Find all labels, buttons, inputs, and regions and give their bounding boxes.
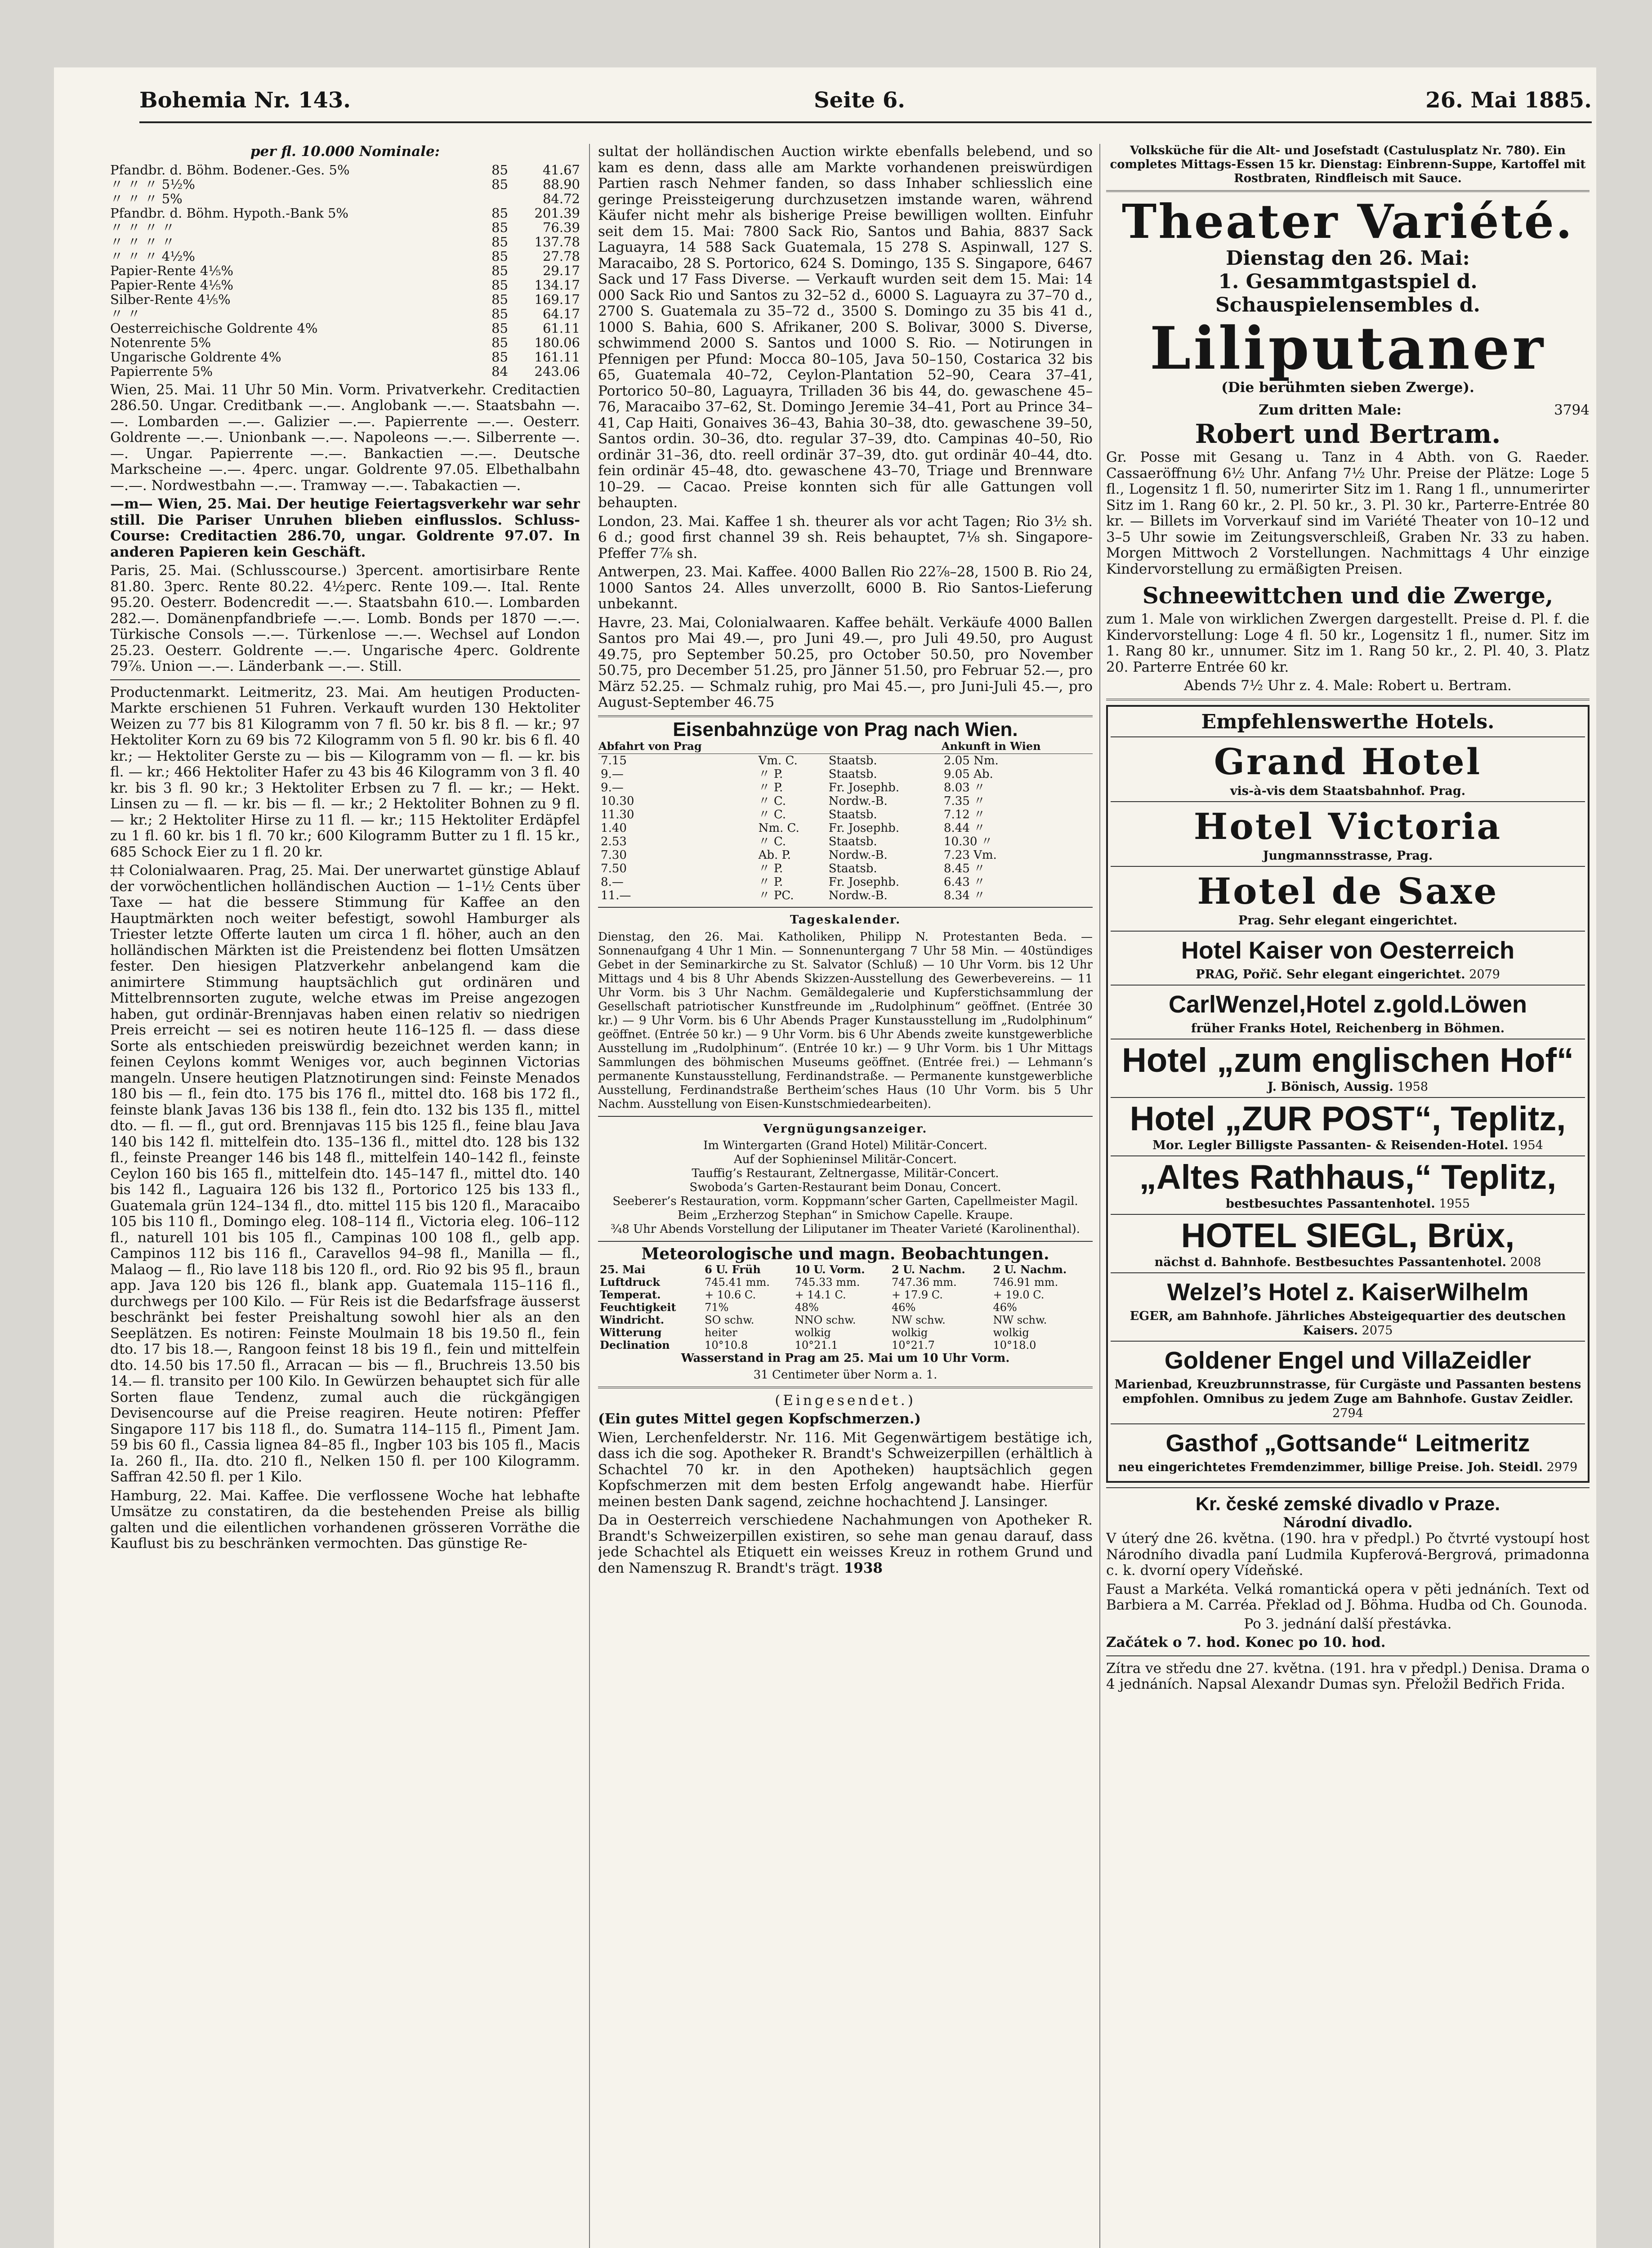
train-cell: 7.35 〃 bbox=[943, 794, 986, 808]
stock-row bbox=[110, 292, 580, 307]
hotel-description: neu eingerichtetes Fremdenzimmer, billige Preise. Joh. Steidl. bbox=[1118, 1460, 1543, 1474]
hotel-name: Hotel Victoria bbox=[1193, 805, 1502, 847]
hotel-ad bbox=[1111, 1342, 1585, 1424]
hotel-name: Hotel Kaiser von Oesterreich bbox=[1181, 937, 1515, 964]
play2-title: Schneewittchen und die Zwerge, bbox=[1142, 582, 1554, 609]
train-cell: 7.23 Vm. bbox=[943, 848, 997, 862]
stock-name: Silber-Rente 4⅕% bbox=[110, 291, 231, 307]
czech-theatre-title: Kr. české zemské divadlo v Praze. bbox=[1195, 1493, 1500, 1514]
ad-number: 3794 bbox=[1554, 401, 1589, 418]
stock-row bbox=[110, 206, 580, 220]
stock-value: 169.17 bbox=[534, 291, 580, 307]
czech-theatre-subtitle: Národní divadlo. bbox=[1283, 1514, 1413, 1531]
hotel-ad bbox=[1111, 1039, 1585, 1098]
weather-cell: 746.91 mm. bbox=[993, 1276, 1058, 1289]
stock-name: Ungarische Goldrente 4% bbox=[110, 349, 281, 365]
stock-row bbox=[110, 321, 580, 335]
hotel-name: Goldener Engel und VillaZeidler bbox=[1164, 1347, 1531, 1374]
train-row bbox=[598, 821, 1093, 835]
page-header bbox=[139, 88, 1592, 124]
entertainment-item: Auf der Sophieninsel Militär-Concert. bbox=[734, 1153, 957, 1166]
soup-kitchen-notice: Volksküche für die Alt- und Josefstadt (Castulusplatz Nr. 780). Ein completes Mittags-Essen 15 kr. Dienstag: Einbrenn-Suppe, Kartoffel mit Rostbraten, Rindfleisch mit Sauce. bbox=[1110, 144, 1586, 185]
train-cell: 7.12 〃 bbox=[943, 808, 986, 821]
entertainment-item: Im Wintergarten (Grand Hotel) Militär-Concert. bbox=[703, 1139, 987, 1152]
hotel-name: Hotel de Saxe bbox=[1197, 870, 1499, 912]
ad-number: 1958 bbox=[1397, 1079, 1429, 1094]
train-cell: 8.44 〃 bbox=[943, 821, 986, 835]
weather-cell: 10 U. Vorm. bbox=[795, 1262, 865, 1276]
hotel-description: früher Franks Hotel, Reichenberg in Böhmen. bbox=[1191, 1021, 1505, 1035]
train-cell: 〃 P. bbox=[758, 767, 783, 781]
train-schedule-title: Eisenbahnzüge von Prag nach Wien. bbox=[673, 718, 1018, 740]
submitted-title: (Ein gutes Mittel gegen Kopfschmerzen.) bbox=[598, 1411, 921, 1427]
entertainment-item: Seeberer’s Restauration, vorm. Koppmann’scher Garten, Capellmeister Magil. bbox=[612, 1195, 1078, 1208]
weather-cell: 46% bbox=[891, 1301, 916, 1314]
section-divider bbox=[1106, 699, 1589, 700]
hamburg-coffee-report: Hamburg, 22. Mai. Kaffee. Die verflossene Woche hat lebhafte Umsätze zu constatiren, da die bestehenden Preise als billig galten und die eilentlichen vorhandenen grösseren Vorräthe die Kauflust bis zu beschränken vermochten. Das günstige Re- bbox=[110, 1487, 580, 1552]
stock-name: Pfandbr. d. Böhm. Hypoth.-Bank 5% bbox=[110, 205, 348, 221]
weather-cell: 745.33 mm. bbox=[795, 1276, 860, 1289]
weather-row bbox=[598, 1326, 1093, 1339]
submitted-heading: (Eingesendet.) bbox=[775, 1392, 916, 1409]
train-cell: 9.— bbox=[601, 781, 624, 794]
stock-year: 84 bbox=[491, 363, 508, 379]
hotel-ad bbox=[1111, 802, 1585, 867]
stock-row bbox=[110, 220, 580, 235]
weather-cell: + 10.6 C. bbox=[705, 1288, 756, 1301]
weather-cell: wolkig bbox=[891, 1326, 928, 1339]
train-row bbox=[598, 862, 1093, 875]
train-cell: 〃 C. bbox=[758, 794, 786, 808]
hotel-subtitle bbox=[1112, 1309, 1584, 1338]
stock-name: Oesterreichische Goldrente 4% bbox=[110, 320, 318, 336]
train-row bbox=[598, 835, 1093, 848]
stock-value: 134.17 bbox=[534, 277, 580, 293]
train-header-cell bbox=[756, 739, 826, 754]
ad-number: 1938 bbox=[844, 1560, 883, 1576]
hotel-name: HOTEL SIEGL, Brüx, bbox=[1181, 1216, 1515, 1255]
train-row bbox=[598, 767, 1093, 781]
stock-value: 76.39 bbox=[542, 219, 580, 235]
third-performance-label: Zum dritten Male: bbox=[1259, 401, 1402, 418]
hotel-subtitle bbox=[1112, 1378, 1584, 1421]
coffee-market-continued: sultat der holländischen Auction wirkte ebenfalls belebend, und so kam es denn, dass alle am Markte vorhandenen preiswürdigen Partien rasch Nehmer fanden, so dass Inhaber schliesslich eine geringe Preissteigerung durchzusetzen imstande waren, während Käufer nicht mehr als bisherige Preise bewilligen wollten. Einfuhr seit dem 15. Mai: 7800 Sack Rio, Santos und Bahia, 8837 Sack Laguayra, 14 588 Sack Guatemala, 15 278 S. Aspinwall, 127 S. Maracaibo, 28 S. Portorico, 624 S. Domingo, 135 S. Singapore, 6467 Sack und 17 Fass Diverse. — Verkauft wurden seit dem 15. Mai: 14 000 Sack Rio und Santos zu 32–52 d., 6000 S. Laguayra zu 37–70 d., 2700 S. Guatemala zu 35–72 d., 3500 S. Domingo zu 35 bis 41 d., 1000 S. Bahia, 600 S. Afrikaner, 200 S. Bolivar, 3000 S. Diverse, schwimmend 2000 S. Santos und 1000 S. Rio. — Notirungen in Pfennigen per Pfund: Mocca 80–105, Java 50–150, Costarica 32 bis 65, Guatemala 40–72, Ceylon-Plantation 52–90, Ceara 37–41, Portorico 50–80, Laguayra, Trilladen 36 bis 44, do. gewaschene 45–76, Maracaibo 37–62, St. Domingo Jeremie 34–41, Port au Prince 34–41, Cap Haiti, Gonaives 36–43, Bahia 30–38, dto. gewaschene 39–50, Santos ordin. 30–36, dto. regular 37–39, dto. Campinas 40–50, Rio ordinär 31–36, dto. reell ordinär 37–39, dto. gut ordinär 40–44, dto. fein ordinär 45–48, dto. gewaschene 43–70, Triage und Brennware 10–29. — Cacao. Preise konnten sich für alle Gattungen voll behaupten. bbox=[598, 144, 1093, 511]
ad-number: 1954 bbox=[1512, 1138, 1543, 1152]
stock-value: 243.06 bbox=[534, 363, 580, 379]
ad-number: 1955 bbox=[1439, 1196, 1470, 1211]
train-cell: 7.15 bbox=[601, 754, 627, 767]
train-cell: 〃 P. bbox=[758, 862, 783, 875]
stock-value: 161.11 bbox=[534, 349, 580, 365]
stock-row bbox=[110, 263, 580, 278]
train-cell: 7.50 bbox=[601, 862, 627, 875]
czech-theatre-ad bbox=[1106, 1493, 1589, 1693]
entertainment-item: Beim „Erzherzog Stephan“ in Smichow Capelle. Kraupe. bbox=[678, 1209, 1013, 1222]
header-date: 26. Mai 1885. bbox=[1425, 88, 1592, 113]
stock-row bbox=[110, 278, 580, 292]
stock-year: 85 bbox=[491, 349, 508, 365]
stock-name: Notenrente 5% bbox=[110, 335, 211, 350]
hotel-subtitle bbox=[1112, 1197, 1584, 1211]
stock-value: 41.67 bbox=[542, 162, 580, 178]
train-cell: 6.43 〃 bbox=[943, 875, 986, 889]
train-row bbox=[598, 848, 1093, 862]
weather-cell: + 19.0 C. bbox=[993, 1288, 1045, 1301]
weather-cell: SO schw. bbox=[705, 1313, 755, 1326]
stock-row bbox=[110, 307, 580, 321]
stock-name: 〃 〃 〃 5% bbox=[110, 191, 183, 206]
weather-cell: 46% bbox=[993, 1301, 1017, 1314]
weather-cell: Windricht. bbox=[600, 1313, 665, 1326]
weather-row bbox=[598, 1276, 1093, 1289]
weather-row bbox=[598, 1339, 1093, 1351]
colonial-goods-report: ‡‡ Colonialwaaren. Prag, 25. Mai. Der unerwartet günstige Ablauf der vorwöchentlichen holländischen Auction — 1–1½ Cents über Taxe — hat die bessere Stimmung für Kaffee an den Hauptmärkten noch weiter befestigt, sowohl Hamburger als Triester letzte Offerte lauten um circa 1 fl. höher, auch an den holländischen Märkten ist die Preistendenz bei flotten Umsätzen fester. Den hiesigen Platzverkehr anbelangend kam die animirtere Stimmung hauptsächlich gut ordinären und Mittelbrennsorten zugute, welche etwas im Preise angezogen haben, gut ordinär-Brennjavas haben einen relativ so niedrigen Preis erreicht — sei es notiren heute 116–125 fl. — dass diese Sorte als entschieden preiswürdig bezeichnet werden kann; in feinen Ceylons kommt Weniges vor, auch beginnen Victorias mangeln. Unsere heutigen Platznotirungen sind: Feinste Menados 180 bis — fl., fein dto. 175 bis 176 fl., mittel dto. 168 bis 172 fl., feinste blank Javas 136 bis 138 fl., fein dto. 132 bis 135 fl., mittel dto. — fl. — fl., gut ord. Brennjavas 115 bis 125 fl., feine blau Java 140 bis 142 fl. mittelfein dto. 135–136 fl., mittel dto. 128 bis 132 fl., feinste Preanger 146 bis 148 fl., mittelfein 140–142 fl., feinste Ceylon 160 bis 165 fl., mittelfein dto. 145–147 fl., mittel dto. 140 bis 142 fl., Laguaira 126 bis 132 fl., Portorico 125 bis 133 fl., Guatemala grün 124–134 fl., dto. mittel 115 bis 120 fl., Maracaibo 105 bis 110 fl., Domingo eleg. 108–114 fl., Victoria eleg. 106–112 fl., naturell 101 bis 105 fl., Campinas 100 108 fl., gelb app. Campinos 112 bis 116 fl., Caravellos 94–98 fl., Manilla — fl., Malaog — fl., Rio lave 118 bis 120 fl., ord. Rio 92 bis 95 fl., braun app. Java 120 bis 126 fl., blank app. Guatemala 115–116 fl., durchwegs per 100 Kilo. — Für Reis ist die Bedarfsfrage äusserst beschränkt bei fester Preishaltung sowohl hier als an den Seeplätzen. Es notiren: Feinste Moulmain 18 bis 19.50 fl., fein dto. 17 bis 18.—, Rangoon feinst 18 bis 19 fl., fein und mittelfein dto. 14.50 bis 17.50 fl., Arracan — bis — fl., Bruchreis 13.50 bis 14.— fl. transito per 100 Kilo. In Gewürzen behauptet sich für alle Sorten flaue Tendenz, zumal auch die rückgängigen Devisencourse auf die Preise reagiren. Heute notiren: Pfeffer Singapore 117 bis 118 fl., do. Sumatra 114–115 fl., Piment Jam. 59 bis 60 fl., Cassia lignea 84–85 fl., Ingber 103 bis 105 fl., Macis Ia. 260 fl., IIa. dto. 210 fl., Nelken 150 fl. per 100 Kilogramm. Saffran 42.50 fl. per 1 Kilo. bbox=[110, 862, 580, 1485]
weather-cell: 2 U. Nachm. bbox=[891, 1262, 965, 1276]
stock-name: Papier-Rente 4⅕% bbox=[110, 277, 233, 293]
stock-year: 85 bbox=[491, 176, 508, 192]
entertainment-list bbox=[598, 1139, 1093, 1236]
stock-year: 85 bbox=[491, 219, 508, 235]
train-cell: 〃 P. bbox=[758, 875, 783, 889]
train-cell: Nordw.-B. bbox=[828, 889, 888, 902]
hotel-name: CarlWenzel,Hotel z.gold.Löwen bbox=[1168, 990, 1527, 1018]
entertainment-item: ¾8 Uhr Abends Vorstellung der Liliputaner im Theater Varieté (Karolinenthal). bbox=[611, 1222, 1080, 1236]
train-header-cell bbox=[826, 739, 941, 754]
train-row bbox=[598, 781, 1093, 794]
ad-number: 2075 bbox=[1362, 1323, 1393, 1338]
czech-theatre-opera: Faust a Markéta. Velká romantická opera v pěti jednáních. Text od Barbiera a M. Carréa. Překlad od J. Böhma. Hudba od Ch. Gounoda. bbox=[1106, 1581, 1589, 1613]
section-divider bbox=[598, 1116, 1093, 1117]
weather-cell: heiter bbox=[705, 1326, 737, 1339]
train-cell: 2.53 bbox=[601, 835, 627, 848]
calendar-heading: Tageskalender. bbox=[790, 913, 901, 927]
train-cell: Fr. Josephb. bbox=[828, 781, 899, 794]
weather-cell: Feuchtigkeit bbox=[600, 1300, 676, 1314]
section-divider bbox=[110, 679, 580, 680]
hotel-ad bbox=[1111, 1215, 1585, 1273]
hotel-description: nächst d. Bahnhofe. Bestbesuchtes Passantenhotel. bbox=[1154, 1255, 1507, 1269]
hotel-name: Gasthof „Gottsande“ Leitmeritz bbox=[1165, 1429, 1530, 1457]
hotel-subtitle bbox=[1112, 1138, 1584, 1153]
stock-year: 85 bbox=[491, 277, 508, 293]
stock-year: 85 bbox=[491, 263, 508, 278]
stock-row bbox=[110, 335, 580, 350]
train-cell: 7.30 bbox=[601, 848, 627, 862]
weather-cell: 10°21.7 bbox=[891, 1338, 935, 1351]
column-markets bbox=[598, 144, 1093, 2248]
column-divider bbox=[1099, 144, 1100, 2248]
train-cell: 2.05 Nm. bbox=[943, 754, 999, 767]
train-cell: Nordw.-B. bbox=[828, 848, 888, 862]
hotel-subtitle bbox=[1112, 1080, 1584, 1094]
stock-row bbox=[110, 192, 580, 206]
train-cell: 10.30 bbox=[601, 794, 634, 808]
stock-year: 85 bbox=[491, 248, 508, 264]
stock-name: Papierrente 5% bbox=[110, 363, 213, 379]
hotel-ad bbox=[1111, 737, 1585, 802]
submitted-text: Wien, Lerchenfelderstr. Nr. 116. Mit Gegenwärtigem bestätige ich, dass ich die sog. Apotheker R. Brandt's Schweizerpillen (erhältlich à Schachtel 70 kr. in den Apotheken) hauptsächlich gegen Kopfschmerzen mit dem besten Erfolg angewandt habe. Hierfür meinen besten Dank sagend, zeichne hochachtend J. Lansinger. bbox=[598, 1429, 1093, 1510]
newspaper-page bbox=[54, 67, 1596, 2248]
ad-number: 2979 bbox=[1546, 1460, 1578, 1474]
hotel-description: vis-à-vis dem Staatsbahnhof. Prag. bbox=[1230, 784, 1466, 798]
train-row bbox=[598, 754, 1093, 768]
train-cell: 〃 C. bbox=[758, 808, 786, 821]
stock-year: 85 bbox=[491, 291, 508, 307]
hotel-name: Grand Hotel bbox=[1214, 740, 1482, 783]
hotel-ad bbox=[1111, 1156, 1585, 1215]
weather-row bbox=[598, 1301, 1093, 1314]
czech-theatre-intermission: Po 3. jednání další přestávka. bbox=[1244, 1615, 1452, 1632]
header-issue: Bohemia Nr. 143. bbox=[139, 88, 351, 113]
weather-cell: Temperat. bbox=[600, 1288, 661, 1301]
entertainment-item: Swoboda’s Garten-Restaurant beim Donau, Concert. bbox=[689, 1181, 1001, 1194]
hotel-name: Welzel’s Hotel z. KaiserWilhelm bbox=[1167, 1278, 1529, 1306]
stock-year: 85 bbox=[491, 205, 508, 221]
hotel-description: Marienbad, Kreuzbrunnstrasse, für Curgäste und Passanten bestens empfohlen. Omnibus zu jedem Zuge am Bahnhofe. Gustav Zeidler. bbox=[1114, 1377, 1581, 1406]
hotel-subtitle bbox=[1112, 914, 1584, 928]
stock-year bbox=[472, 192, 508, 206]
section-divider bbox=[598, 1387, 1093, 1388]
weather-cell: wolkig bbox=[993, 1326, 1029, 1339]
train-cell: Ab. P. bbox=[758, 848, 791, 862]
stock-year: 85 bbox=[491, 306, 508, 321]
train-cell: 11.— bbox=[601, 889, 631, 902]
train-cell: Staatsb. bbox=[828, 808, 877, 821]
entertainment-heading: Vergnügungsanzeiger. bbox=[763, 1122, 928, 1136]
stock-value: 61.11 bbox=[542, 320, 580, 336]
stock-row bbox=[110, 350, 580, 364]
weather-cell: 6 U. Früh bbox=[705, 1262, 761, 1276]
weather-cell: Witterung bbox=[600, 1325, 662, 1339]
hotel-description: Mor. Legler Billigste Passanten- & Reisenden-Hotel. bbox=[1152, 1138, 1509, 1152]
weather-title: Meteorologische und magn. Beobachtungen. bbox=[641, 1244, 1049, 1263]
hotel-description: Jungmannsstrasse, Prag. bbox=[1263, 848, 1433, 863]
hotel-subtitle bbox=[1112, 849, 1584, 863]
hotel-ad bbox=[1111, 1424, 1585, 1477]
train-cell: Nm. C. bbox=[758, 821, 799, 835]
hotel-ad bbox=[1111, 867, 1585, 932]
play-details: Gr. Posse mit Gesang u. Tanz in 4 Abth. von G. Raeder. Cassaeröffnung 6½ Uhr. Anfang 7½ Uhr. Preise der Plätze: Loge 5 fl., Logensitz 1 fl. 50, numerirter Sitz im 1. Rang 1 fl., unnumerirter Sitz im 1. Rang 60 kr., 2. Pl. 50 kr., 3. Pl. 30 kr., Parterre-Entrée 80 kr. — Billets im Vorverkauf sind im Variété Theater von 10–12 und 3–5 Uhr sowie im Zeitungsverschleiß, Graben Nr. 33 zu haben. Morgen Mittwoch 2 Vorstellungen. Nachmittags 4 Uhr einzige Kindervorstellung zu ermäßigten Preisen. bbox=[1106, 449, 1589, 577]
theatre-date: Dienstag den 26. Mai: bbox=[1226, 247, 1470, 270]
hotel-ad bbox=[1111, 932, 1585, 986]
london-report: London, 23. Mai. Kaffee 1 sh. theurer als vor acht Tagen; Rio 3½ sh. 6 d.; good first channel 39 sh. Reis behauptet, 7⅛ sh. Singapore-Pfeffer 7⅞ sh. bbox=[598, 513, 1093, 562]
stock-year: 85 bbox=[491, 162, 508, 178]
stock-value: 64.17 bbox=[542, 306, 580, 321]
train-row bbox=[598, 808, 1093, 821]
train-cell: Vm. C. bbox=[758, 754, 798, 767]
hotel-name: Hotel „zum englischen Hof“ bbox=[1122, 1041, 1574, 1079]
train-cell: 1.40 bbox=[601, 821, 627, 835]
hotel-ad bbox=[1111, 1273, 1585, 1342]
submitted-warning bbox=[598, 1512, 1093, 1576]
hotel-description: Prag. Sehr elegant eingerichtet. bbox=[1238, 913, 1458, 928]
stock-name: 〃 〃 bbox=[110, 306, 141, 321]
train-cell: 8.45 〃 bbox=[943, 862, 986, 875]
stock-name: 〃 〃 〃 4½% bbox=[110, 248, 195, 264]
weather-cell: + 14.1 C. bbox=[795, 1288, 846, 1301]
stock-year: 85 bbox=[491, 335, 508, 350]
hotels-title: Empfehlenswerthe Hotels. bbox=[1111, 710, 1585, 737]
stock-row bbox=[110, 163, 580, 177]
train-cell: 8.— bbox=[601, 875, 624, 889]
train-cell: Fr. Josephb. bbox=[828, 875, 899, 889]
weather-row bbox=[598, 1263, 1093, 1276]
train-cell: Staatsb. bbox=[828, 754, 877, 767]
hotel-subtitle bbox=[1112, 968, 1584, 982]
section-divider bbox=[598, 715, 1093, 717]
evening-performance: Abends 7½ Uhr z. 4. Male: Robert u. Bertram. bbox=[1184, 678, 1512, 694]
weather-table bbox=[598, 1263, 1093, 1351]
stock-year: 85 bbox=[491, 234, 508, 250]
ad-number: 2794 bbox=[1332, 1406, 1363, 1420]
stock-value: 84.72 bbox=[542, 191, 580, 206]
entertainment-item: Tauffig’s Restaurant, Zeltnergasse, Militär-Concert. bbox=[692, 1167, 999, 1180]
stock-row bbox=[110, 364, 580, 379]
liliputaner-title: Liliputaner bbox=[1150, 314, 1546, 383]
column-advertisements bbox=[1106, 144, 1589, 2248]
weather-cell: 10°18.0 bbox=[993, 1338, 1036, 1351]
column-finance bbox=[110, 144, 580, 2248]
hotel-description: bestbesuchtes Passantenhotel. bbox=[1225, 1196, 1435, 1211]
weather-cell: NW schw. bbox=[993, 1313, 1047, 1326]
theatre-gastspiel: 1. Gesammtgastspiel d. Schauspielensembles d. bbox=[1215, 270, 1480, 317]
train-cell: 8.34 〃 bbox=[943, 889, 986, 902]
train-cell: 〃 PC. bbox=[758, 889, 794, 902]
stock-table bbox=[110, 163, 580, 379]
hotel-description: EGER, am Bahnhofe. Jährliches Absteigequartier des deutschen Kaisers. bbox=[1130, 1309, 1566, 1338]
stock-value: 27.78 bbox=[542, 248, 580, 264]
paris-report: Paris, 25. Mai. (Schlusscourse.) 3percent. amortisirbare Rente 81.80. 3perc. Rente 80.22. 4½perc. Rente 109.—. Ital. Rente 95.20. Oesterr. Bodencredit —.—. Staatsbahn 610.—. Lombarden 282.—. Domänenpfandbriefe —.—. Lomb. Bonds per 1870 —.—. Türkische Consols —.—. Türkenlose —.—. Wechsel auf London 25.23. Oesterr. Goldrente —.—. Ungarische 4perc. Goldrente 79⅞. Union —.—. Länderbank —.—. Still. bbox=[110, 562, 580, 674]
train-cell: 9.— bbox=[601, 767, 624, 781]
third-performance bbox=[1106, 402, 1589, 419]
hotel-subtitle bbox=[1112, 1460, 1584, 1475]
stock-value: 137.78 bbox=[534, 234, 580, 250]
weather-cell: 10°10.8 bbox=[705, 1338, 748, 1351]
hotel-ad bbox=[1111, 986, 1585, 1039]
train-schedule-table bbox=[598, 739, 1093, 902]
ad-number: 2008 bbox=[1510, 1255, 1541, 1269]
czech-theatre-tomorrow: Zítra ve středu dne 27. května. (191. hra v předpl.) Denisa. Drama o 4 jednáních. Napsal Alexandr Dumas syn. Přeložil Bedřich Frida. bbox=[1106, 1660, 1589, 1692]
train-cell: 10.30 〃 bbox=[943, 835, 993, 848]
antwerp-report: Antwerpen, 23. Mai. Kaffee. 4000 Ballen Rio 22⅞–28, 1500 B. Rio 24, 1000 Santos 24. Alles unverzollt, 6000 B. Rio Santos-Lieferung unbekannt. bbox=[598, 564, 1093, 612]
weather-cell: 71% bbox=[705, 1301, 729, 1314]
hotel-name: Hotel „ZUR POST“, Teplitz, bbox=[1130, 1099, 1566, 1138]
header-rule bbox=[139, 121, 1592, 123]
hotel-description: PRAG, Pořič. Sehr elegant eingerichtet. bbox=[1196, 967, 1465, 981]
stock-value: 88.90 bbox=[542, 176, 580, 192]
stock-name: Pfandbr. d. Böhm. Bodener.-Ges. 5% bbox=[110, 162, 350, 178]
hotel-description: J. Bönisch, Aussig. bbox=[1267, 1079, 1393, 1094]
vienna-closing-report: —m— Wien, 25. Mai. Der heutige Feiertagsverkehr war sehr still. Die Pariser Unruhen blieben einflusslos. Schluss-Course: Creditactien 286.70, ungar. Goldrente 97.07. In anderen Papieren kein Geschäft. bbox=[110, 496, 580, 560]
stock-year: 85 bbox=[491, 320, 508, 336]
weather-row bbox=[598, 1289, 1093, 1301]
weather-cell: wolkig bbox=[795, 1326, 831, 1339]
stock-value: 29.17 bbox=[542, 263, 580, 278]
weather-cell: 25. Mai bbox=[600, 1262, 646, 1276]
weather-cell: Luftdruck bbox=[600, 1275, 660, 1289]
play2-details: zum 1. Male von wirklichen Zwergen dargestellt. Preise d. Pl. f. die Kindervorstellung: Loge 4 fl. 50 kr., Logensitz 1 fl., numer. Sitz im 1. Rang 80 kr., unnumer. Sitz im 1. Rang 50 kr., 2. Pl. 40, 3. Platz 20. Parterre Entrée 60 kr. bbox=[1106, 611, 1589, 675]
hotel-ad bbox=[1111, 1098, 1585, 1156]
stock-name: Papier-Rente 4⅕% bbox=[110, 263, 233, 278]
header-page-number: Seite 6. bbox=[814, 88, 905, 113]
stock-row bbox=[110, 235, 580, 249]
weather-cell: + 17.9 C. bbox=[891, 1288, 943, 1301]
train-cell: Staatsb. bbox=[828, 862, 877, 875]
ad-number: 2079 bbox=[1469, 967, 1500, 981]
czech-theatre-text: V úterý dne 26. května. (190. hra v předpl.) Po čtvrté vystoupí host Národního divadla paní Ludmila Kupferová-Bergrová, primadonna c. k. dvorní opery Vídeňské. bbox=[1106, 1530, 1589, 1579]
section-divider bbox=[1106, 1655, 1589, 1656]
section-divider bbox=[598, 907, 1093, 908]
theatre-variete-ad bbox=[1106, 196, 1589, 694]
stock-name: 〃 〃 〃 5½% bbox=[110, 176, 195, 192]
stocks-heading: per fl. 10.000 Nominale: bbox=[250, 144, 440, 160]
theatre-title: Theater Variété. bbox=[1121, 194, 1574, 249]
weather-cell: Declination bbox=[600, 1338, 670, 1351]
weather-cell: 48% bbox=[795, 1301, 819, 1314]
water-level-note: Wasserstand in Prag am 25. Mai um 10 Uhr Vorm. bbox=[681, 1351, 1010, 1365]
train-header-cell: Ankunft in Wien bbox=[941, 739, 1093, 754]
train-header-cell: Abfahrt von Prag bbox=[598, 739, 756, 754]
train-cell: 9.05 Ab. bbox=[943, 767, 993, 781]
calendar-text: Dienstag, den 26. Mai. Katholiken, Philipp N. Protestanten Beda. — Sonnenaufgang 4 Uhr 1 Min. — Sonnenuntergang 7 Uhr 58 Min. — 40stündiges Gebet in der Seminarkirche zu St. Salvator (Schluß) — 10 Uhr Vorm. bis 12 Uhr Mittags und 4 bis 8 Uhr Abends Skizzen-Ausstellung des Gewerbevereins. — 11 Uhr Vorm. bis 3 Uhr Nachm. Gemäldegalerie und Kupferstichsammlung der Gesellschaft patriotischer Kunstfreunde im „Rudolphinum“ geöffnet. (Entrée 30 kr.) — 9 Uhr Vorm. bis 6 Uhr Abends Prager Kunstausstellung im „Rudolphinum“ geöffnet. (Entrée 50 kr.) — 9 Uhr Vorm. bis 6 Uhr Abends zweite kunstgewerbliche Ausstellung im „Rudolphinum“. (Entrée 10 kr.) — 9 Uhr Vorm. bis 1 Uhr Mittags Sammlungen des böhmischen Museums geöffnet. (Entrée frei.) — Lehmann’s permanente Kunstausstellung, Ferdinandstraße. — Permanente kunstgewerbliche Ausstellung, Ferdinandstraße Bertheim’sches Haus (10 Uhr Vorm. bis 5 Uhr Nachm. Ausstellung von Eisen-Kunstschmiedearbeiten). bbox=[598, 930, 1093, 1111]
stock-value: 201.39 bbox=[534, 205, 580, 221]
train-row bbox=[598, 794, 1093, 808]
water-level-value: 31 Centimeter über Norm a. 1. bbox=[753, 1368, 938, 1382]
hotels-box bbox=[1106, 705, 1589, 1483]
stock-name: 〃 〃 〃 〃 bbox=[110, 219, 175, 235]
hotel-subtitle bbox=[1112, 784, 1584, 798]
hotel-name: „Altes Rathhaus,“ Teplitz, bbox=[1139, 1158, 1557, 1196]
train-cell: 〃 C. bbox=[758, 835, 786, 848]
train-row bbox=[598, 889, 1093, 902]
train-cell: 8.03 〃 bbox=[943, 781, 986, 794]
weather-cell: 745.41 mm. bbox=[705, 1276, 770, 1289]
stock-row bbox=[110, 177, 580, 192]
train-row bbox=[598, 875, 1093, 889]
submitted-warning-text: Da in Oesterreich verschiedene Nachahmungen von Apotheker R. Brandt's Schweizerpillen existiren, so sehe man genau darauf, dass jede Schachtel als Etiquett ein weisses Kreuz in rothem Grund und den Namenszug R. Brandt's trägt. bbox=[598, 1512, 1093, 1576]
section-divider bbox=[1106, 190, 1589, 192]
liliputaner-subtitle: (Die berühmten sieben Zwerge). bbox=[1221, 379, 1474, 396]
weather-row bbox=[598, 1314, 1093, 1326]
weather-cell: NNO schw. bbox=[795, 1313, 856, 1326]
hotel-subtitle bbox=[1112, 1021, 1584, 1036]
hotel-subtitle bbox=[1112, 1255, 1584, 1270]
stock-row bbox=[110, 249, 580, 263]
stock-value: 180.06 bbox=[534, 335, 580, 350]
stock-name: 〃 〃 〃 〃 bbox=[110, 234, 175, 250]
vienna-private-report: Wien, 25. Mai. 11 Uhr 50 Min. Vorm. Privatverkehr. Creditactien 286.50. Ungar. Creditbank —.—. Anglobank —.—. Staatsbahn —.—. Lombarden —.—. Galizier —.—. Papierrente —.—. Oesterr. Goldrente —.—. Unionbank —.—. Napoleons —.—. Silberrente —.—. Ungar. Papierrente —.—. Bankactien —.—. Deutsche Markscheine —.—. 4perc. ungar. Goldrente 97.05. Elbethalbahn —.—. Nordwestbahn —.—. Tramway —.—. Tabakactien —. bbox=[110, 381, 580, 494]
weather-cell: NW schw. bbox=[891, 1313, 946, 1326]
czech-theatre-times: Začátek o 7. hod. Konec po 10. hod. bbox=[1106, 1634, 1386, 1650]
train-cell: Staatsb. bbox=[828, 767, 877, 781]
train-cell: 〃 P. bbox=[758, 781, 783, 794]
weather-cell: 2 U. Nachm. bbox=[993, 1262, 1067, 1276]
hotel-list bbox=[1111, 737, 1585, 1477]
train-cell: 11.30 bbox=[601, 808, 634, 821]
section-divider bbox=[598, 1241, 1093, 1242]
weather-cell: 10°21.1 bbox=[795, 1338, 838, 1351]
play-title: Robert und Bertram. bbox=[1195, 419, 1501, 449]
havre-report: Havre, 23. Mai, Colonialwaaren. Kaffee behält. Verkäufe 4000 Ballen Santos pro Mai 49.—, pro Juni 49.—, pro Juli 49.50, pro August 49.75, pro September 50.25, pro October 50.50, pro November 50.75, pro December 51.25, pro Jänner 51.50, pro Februar 52.—, pro März 52.25. — Schmalz ruhig, pro Mai 45.—, pro Juni-Juli 45.—, pro August-September 46.75 bbox=[598, 614, 1093, 710]
weather-cell: 747.36 mm. bbox=[891, 1276, 957, 1289]
column-divider bbox=[589, 144, 590, 2248]
produce-market-report: Productenmarkt. Leitmeritz, 23. Mai. Am heutigen Producten-Markte erschienen 51 Fuhren. Verkauft wurden 130 Hektoliter Weizen zu 77 bis 81 Kilogramm von 7 fl. 50 kr. bis 8 fl. — kr.; 97 Hektoliter Korn zu 69 bis 72 Kilogramm von 5 fl. 90 kr. bis 6 fl. 40 kr.; — Hektoliter Gerste zu — bis — Kilogramm von — fl. — kr. bis fl. — kr.; 466 Hektoliter Hafer zu 43 bis 46 Kilogramm von 3 fl. 40 kr. bis 3 fl. 90 kr.; 3 Hektoliter Erbsen zu 7 fl. — kr.; — Hekt. Linsen zu — fl. — kr. bis — fl. — kr.; 2 Hektoliter Bohnen zu 9 fl. — kr.; 2 Hektoliter Hirse zu 11 fl. — kr.; 115 Hektoliter Erdäpfel zu 1 fl. 60 kr. bis 1 fl. 70 kr.; 600 Kilogramm Butter zu 1 fl. 15 kr., 685 Schock Eier zu 1 fl. 20 kr. bbox=[110, 684, 580, 860]
section-divider bbox=[1106, 1487, 1589, 1488]
train-cell: Staatsb. bbox=[828, 835, 877, 848]
train-cell: Fr. Josephb. bbox=[828, 821, 899, 835]
train-cell: Nordw.-B. bbox=[828, 794, 888, 808]
